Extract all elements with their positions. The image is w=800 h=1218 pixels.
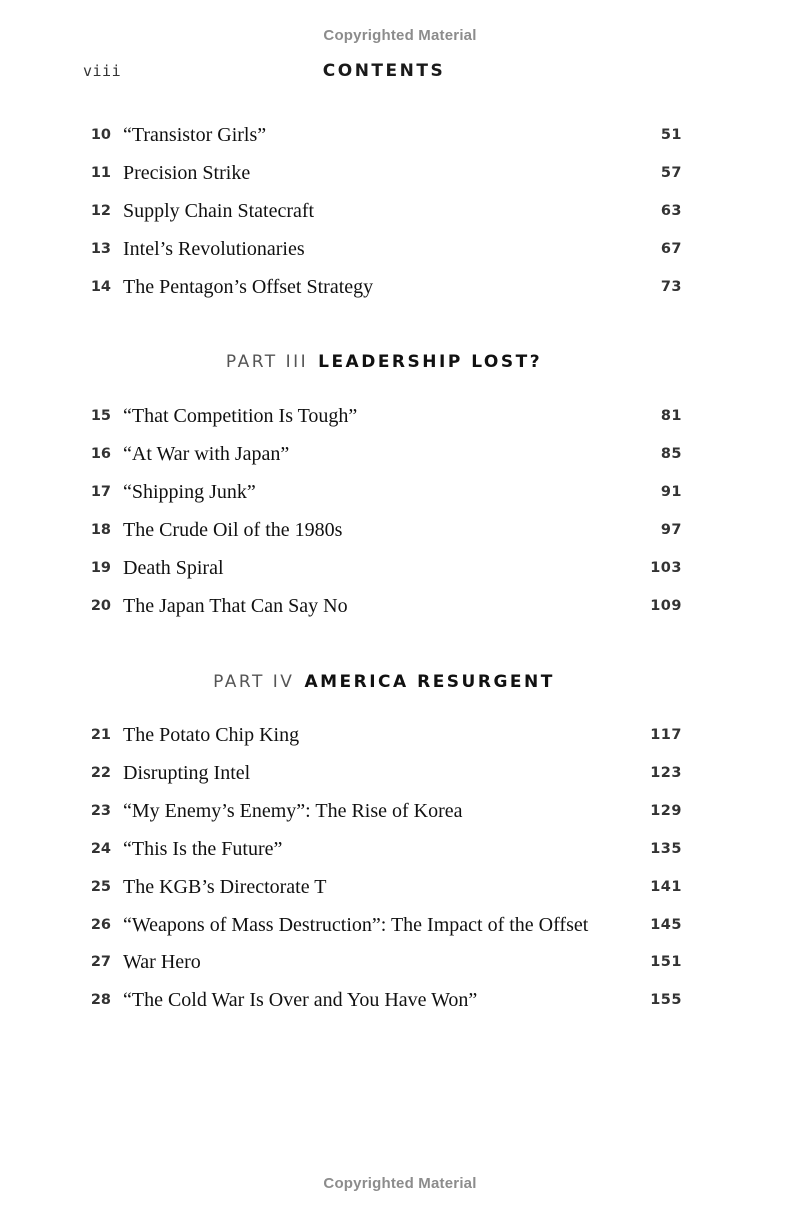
copyright-watermark-bottom: Copyrighted Material bbox=[323, 1175, 477, 1192]
chapter-page: 73 bbox=[660, 279, 682, 295]
part-heading-4 bbox=[0, 672, 768, 692]
toc-entry bbox=[0, 162, 800, 186]
chapter-number: 23 bbox=[90, 803, 111, 819]
part-name: LEADERSHIP LOST? bbox=[318, 352, 543, 372]
part-label: PART III bbox=[225, 352, 309, 372]
chapter-title: Disrupting Intel bbox=[123, 762, 251, 784]
chapter-page: 109 bbox=[650, 598, 682, 614]
toc-entry bbox=[0, 238, 800, 262]
chapter-title: Supply Chain Statecraft bbox=[123, 200, 315, 222]
toc-entry bbox=[0, 914, 800, 938]
chapter-page: 67 bbox=[660, 241, 682, 257]
chapter-number: 10 bbox=[90, 127, 111, 143]
chapter-number: 11 bbox=[90, 165, 111, 181]
toc-entry bbox=[0, 724, 800, 748]
part-label: PART IV bbox=[213, 672, 295, 692]
toc-entry bbox=[0, 876, 800, 900]
chapter-title: Intel’s Revolutionaries bbox=[123, 238, 305, 260]
chapter-title: The KGB’s Directorate T bbox=[123, 876, 327, 898]
chapter-page: 155 bbox=[650, 992, 682, 1008]
toc-entry bbox=[0, 800, 800, 824]
part-name: AMERICA RESURGENT bbox=[304, 672, 555, 692]
toc-entry bbox=[0, 838, 800, 862]
chapter-page: 63 bbox=[660, 203, 682, 219]
chapter-title: The Potato Chip King bbox=[123, 724, 300, 746]
chapter-title: “Transistor Girls” bbox=[123, 124, 267, 146]
chapter-title: “Weapons of Mass Destruction”: The Impact of the Offset bbox=[123, 914, 589, 936]
toc-entry bbox=[0, 443, 800, 467]
chapter-title: Death Spiral bbox=[123, 557, 224, 579]
chapter-title: “This Is the Future” bbox=[123, 838, 283, 860]
chapter-number: 28 bbox=[90, 992, 111, 1008]
toc-entry bbox=[0, 124, 800, 148]
running-head: CONTENTS bbox=[322, 61, 446, 81]
chapter-number: 15 bbox=[90, 408, 111, 424]
chapter-title: War Hero bbox=[123, 951, 201, 973]
chapter-number: 16 bbox=[90, 446, 111, 462]
copyright-watermark-top: Copyrighted Material bbox=[323, 27, 477, 44]
chapter-page: 103 bbox=[650, 560, 682, 576]
chapter-page: 91 bbox=[660, 484, 682, 500]
chapter-page: 51 bbox=[660, 127, 682, 143]
chapter-number: 25 bbox=[90, 879, 111, 895]
chapter-title: Precision Strike bbox=[123, 162, 251, 184]
chapter-number: 19 bbox=[90, 560, 111, 576]
chapter-title: The Pentagon’s Offset Strategy bbox=[123, 276, 374, 298]
chapter-page: 135 bbox=[650, 841, 682, 857]
chapter-title: “The Cold War Is Over and You Have Won” bbox=[123, 989, 478, 1011]
toc-entry bbox=[0, 762, 800, 786]
chapter-number: 13 bbox=[90, 241, 111, 257]
chapter-title: The Crude Oil of the 1980s bbox=[123, 519, 343, 541]
chapter-page: 145 bbox=[650, 917, 682, 933]
part-heading-3 bbox=[0, 352, 768, 372]
chapter-number: 20 bbox=[90, 598, 111, 614]
chapter-number: 18 bbox=[90, 522, 111, 538]
toc-entry bbox=[0, 595, 800, 619]
page-number: viii bbox=[83, 62, 122, 80]
chapter-page: 141 bbox=[650, 879, 682, 895]
chapter-title: “My Enemy’s Enemy”: The Rise of Korea bbox=[123, 800, 463, 822]
toc-entry bbox=[0, 481, 800, 505]
chapter-page: 81 bbox=[660, 408, 682, 424]
chapter-number: 26 bbox=[90, 917, 111, 933]
chapter-page: 117 bbox=[650, 727, 682, 743]
chapter-page: 97 bbox=[660, 522, 682, 538]
chapter-number: 12 bbox=[90, 203, 111, 219]
chapter-number: 14 bbox=[90, 279, 111, 295]
toc-entry bbox=[0, 200, 800, 224]
chapter-page: 129 bbox=[650, 803, 682, 819]
chapter-number: 22 bbox=[90, 765, 111, 781]
chapter-page: 123 bbox=[650, 765, 682, 781]
toc-entry bbox=[0, 989, 800, 1013]
chapter-number: 27 bbox=[90, 954, 111, 970]
chapter-title: “Shipping Junk” bbox=[123, 481, 256, 503]
toc-entry bbox=[0, 557, 800, 581]
chapter-number: 24 bbox=[90, 841, 111, 857]
toc-entry bbox=[0, 405, 800, 429]
chapter-number: 17 bbox=[90, 484, 111, 500]
toc-entry bbox=[0, 951, 800, 975]
toc-entry bbox=[0, 519, 800, 543]
chapter-page: 85 bbox=[660, 446, 682, 462]
chapter-number: 21 bbox=[90, 727, 111, 743]
chapter-title: The Japan That Can Say No bbox=[123, 595, 348, 617]
chapter-title: “At War with Japan” bbox=[123, 443, 290, 465]
chapter-title: “That Competition Is Tough” bbox=[123, 405, 358, 427]
chapter-page: 151 bbox=[650, 954, 682, 970]
toc-entry bbox=[0, 276, 800, 300]
chapter-page: 57 bbox=[660, 165, 682, 181]
